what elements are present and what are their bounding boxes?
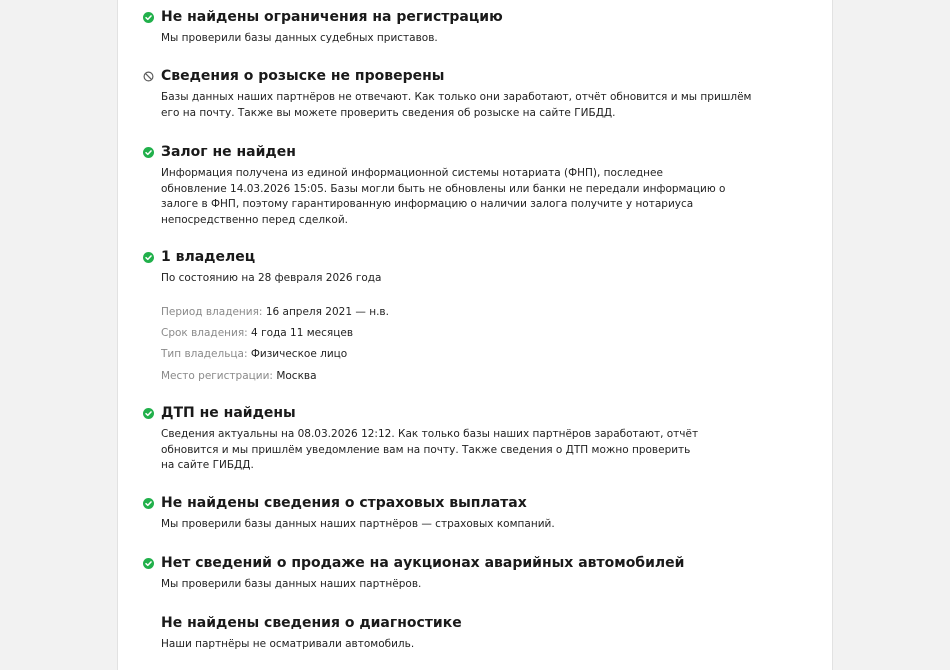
section-registration-restrictions [161,8,801,47]
description-line: обновится и мы пришлём уведомление вам на почту. Также сведения о ДТП можно проверить [161,443,691,456]
detail-label: Место регистрации: [161,370,273,382]
check-circle-icon [143,12,154,23]
owner-detail-period [161,305,389,319]
section-wanted-check [161,67,801,121]
description-line: его на почту. Также вы можете проверить сведения об розыске на сайте ГИБДД. [161,106,616,119]
section-title: Не найдены ограничения на регистрацию [161,9,503,25]
section-title: Не найдены сведения о диагностике [161,615,462,631]
description-line: непосредственно перед сделкой. [161,213,348,226]
detail-value: Москва [276,370,317,382]
owner-detail-registration-place [161,369,317,383]
section-description [161,427,801,474]
detail-value: 16 апреля 2021 — н.в. [265,306,389,318]
section-description [161,31,801,47]
description-line: Мы проверили базы данных наших партнёров. [161,578,422,590]
section-description [161,517,801,533]
detail-value: 4 года 11 месяцев [251,327,354,339]
check-circle-icon [143,252,154,263]
description-line: залоге в ФНП, поэтому гарантированную информацию о наличии залога получите у нотариуса [161,198,694,210]
section-title: 1 владелец [161,249,256,265]
section-description [161,271,801,287]
section-owners [161,248,801,287]
description-line: Мы проверили базы данных наших партнёров — страховых компаний. [161,518,555,530]
description-line: По состоянию на 28 февраля 2026 года [161,272,382,284]
description-line: обновление 14.03.2026 15:05. Базы могли быть не обновлены или банки не передали информацию о [161,182,726,195]
owner-detail-duration [161,326,353,340]
section-description [161,637,801,653]
description-line: Мы проверили базы данных судебных приставов. [161,32,438,44]
section-description [161,166,801,228]
description-line: Наши партнёры не осматривали автомобиль. [161,638,415,650]
description-line: Базы данных наших партнёров не отвечают. Как только они заработают, отчёт обновится и мы пришлём [161,91,752,103]
check-circle-icon [143,558,154,569]
description-line: на сайте ГИБДД. [161,459,254,471]
section-salvage-auctions [161,554,801,593]
detail-label: Тип владельца: [161,348,248,360]
report-card [117,0,833,670]
section-title: Сведения о розыске не проверены [161,68,445,84]
check-circle-icon [143,408,154,419]
section-title: Не найдены сведения о страховых выплатах [161,495,527,511]
owner-detail-type [161,347,347,361]
check-circle-icon [143,498,154,509]
section-accidents [161,404,801,474]
description-line: Сведения актуальны на 08.03.2026 12:12. Как только базы наших партнёров заработают, отчёт [161,428,699,440]
detail-value: Физическое лицо [250,348,348,360]
description-line: Информация получена из единой информационной системы нотариата (ФНП), последнее [161,167,663,179]
check-circle-icon [143,147,154,158]
section-diagnostics [161,614,801,653]
section-title: ДТП не найдены [161,405,296,421]
section-insurance-payouts [161,494,801,533]
section-pledge [161,143,801,228]
section-description [161,577,801,593]
section-title: Нет сведений о продаже на аукционах аварийных автомобилей [161,555,685,571]
detail-label: Срок владения: [161,327,248,339]
detail-label: Период владения: [161,306,263,318]
section-description [161,90,801,121]
blocked-icon [143,71,154,82]
section-title: Залог не найден [161,144,296,160]
